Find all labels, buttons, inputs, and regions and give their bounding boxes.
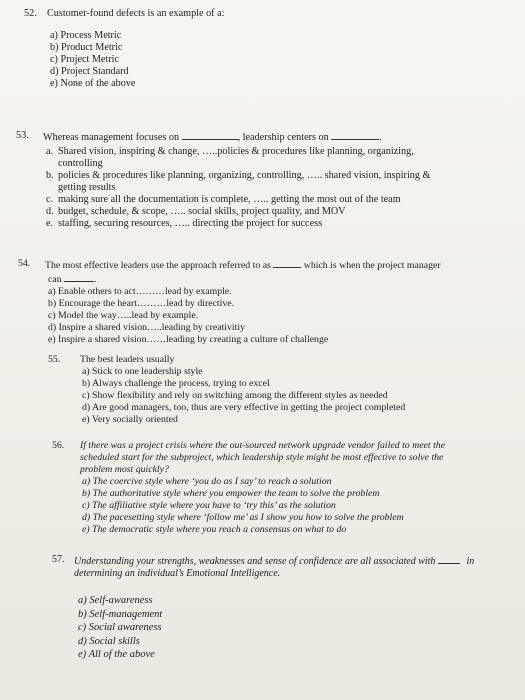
option-c: c) Show flexibility and rely on switching among the different styles as needed [82,390,388,401]
option-b: b) Self-management [78,608,163,620]
option-b: b. policies & procedures like planning, organizing, controlling, ….. shared vision, inspiring & getting results [46,170,431,193]
option-d: d) The pacesetting style where ‘follow me’ as I show you how to solve the problem [82,512,404,523]
question-number: 57. [52,554,65,565]
option-d: d) Are good managers, too, thus are very effective in getting the project completed [82,402,406,413]
option-b: b) Product Metric [50,42,123,53]
question-52 [24,8,504,90]
option-c: c) The affiliative style where you have to ‘try this’ as the solution [82,500,336,511]
option-a: a. Shared vision, inspiring & change, …..policies & procedures like planning, organizing, controlling [46,146,414,169]
option-d: d) Social skills [78,635,140,647]
option-a: a) Enable others to act………lead by example. [48,286,232,297]
question-stem-line: scheduled start for the subproject, which leadership style might be most effective to solve the [80,452,444,463]
answer-blank [331,130,379,140]
question-56 [52,440,512,536]
question-57: 57. Understanding your strengths, weaknesses and sense of confidence are all associated with in determining an individual’s Emotional Intelligence. a) Self-awareness b) Self-management c) Social awareness d) Social skills e) All of the above [52,554,517,662]
question-number: 56. [52,440,65,451]
question-number: 55. [48,354,61,365]
option-a: a) Process Metric [50,30,122,41]
option-b: b) Encourage the heart………lead by directive. [48,298,235,309]
answer-blank [438,554,460,564]
option-c: c) Social awareness [78,622,162,633]
option-e: e. staffing, securing resources, ….. directing the project for success [46,218,323,229]
option-e: e) The democratic style where you reach a consensus on what to do [82,524,347,535]
option-e: e) None of the above [50,78,136,89]
question-stem: Customer-found defects is an example of a: [47,8,225,19]
question-53 [16,130,516,230]
option-e: e) Very socially oriented [82,414,178,425]
question-number: 53. [16,130,29,141]
answer-blank [182,130,238,140]
question-stem-line: problem most quickly? [80,464,169,475]
question-54: 54. The most effective leaders use the approach referred to as which is when the project manager can . a) Enable others to act………lead by example. b) Encourage the heart………lead by directive. c) Model the way…..lead by example. d) Inspire a shared vision…..leading by creativitiy e) Inspire a shared vision……leading by creating a culture of challenge [18,258,518,346]
answer-blank [273,258,301,268]
question-stem: Understanding your strengths, weaknesses and sense of confidence are all associated with in [74,556,475,567]
option-e: e) All of the above [78,649,155,660]
option-c: c) Model the way…..lead by example. [48,310,199,321]
option-d: d) Project Standard [50,66,129,77]
question-number: 54. [18,258,31,269]
option-b: b) The authoritative style where you empower the team to solve the problem [82,488,380,499]
option-a: a) Stick to one leadership style [82,366,203,377]
option-b: b) Always challenge the process, trying to excel [82,378,270,389]
option-a: a) The coercive style where ‘you do as I say’ to reach a solution [82,476,332,487]
option-e: e) Inspire a shared vision……leading by creating a culture of challenge [48,334,329,345]
option-d: d) Inspire a shared vision…..leading by creativitiy [48,322,245,333]
question-stem: Whereas management focuses on , leadership centers on . [43,132,382,143]
option-c: c) Project Metric [50,54,120,65]
question-stem: The most effective leaders use the approach referred to as which is when the project manager [45,260,441,271]
answer-blank [64,272,94,282]
question-number: 52. [24,8,37,19]
question-stem-line: If there was a project crisis where the out-sourced network upgrade vendor failed to meet the [80,440,446,451]
question-55 [48,354,508,426]
question-stem: The best leaders usually [80,354,175,365]
option-d: d. budget, schedule, & scope, ….. social skills, project quality, and MOV [46,206,346,217]
option-a: a) Self-awareness [78,595,153,606]
option-c: c. making sure all the documentation is complete, ….. getting the most out of the team [46,194,401,205]
